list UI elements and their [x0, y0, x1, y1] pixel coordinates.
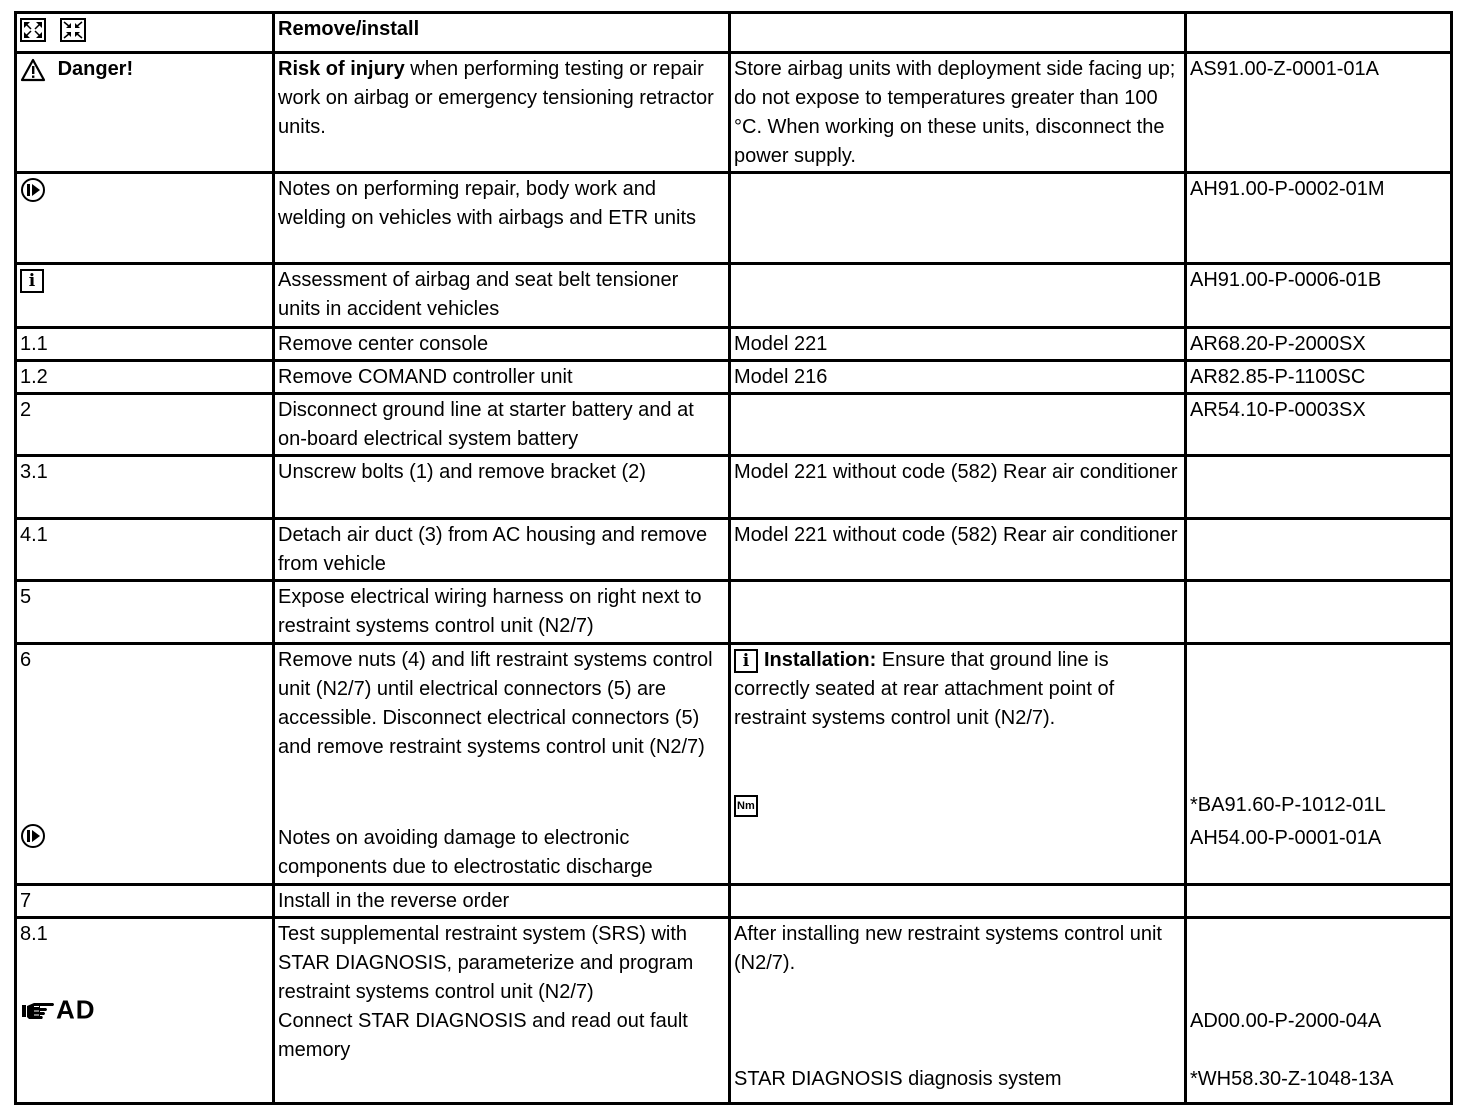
warning-icon	[20, 58, 46, 82]
ref-cell	[1186, 456, 1452, 519]
note-cell: Model 221	[730, 328, 1186, 361]
step-number: 5	[16, 581, 274, 644]
step-text: Assessment of airbag and seat belt tensioner units in accident vehicles	[274, 264, 730, 328]
note-subtext: STAR DIAGNOSIS diagnosis system	[734, 1068, 1062, 1090]
table-row	[16, 918, 1452, 1104]
step-text: Unscrew bolts (1) and remove bracket (2)	[274, 456, 730, 519]
info-icon: i	[20, 269, 44, 293]
danger-cell	[16, 53, 274, 173]
note-cell	[730, 885, 1186, 918]
table-row	[16, 173, 1452, 264]
step-number-cell	[16, 644, 274, 885]
step-number: 1.1	[16, 328, 274, 361]
note-cell	[730, 264, 1186, 328]
step-icon-cell	[16, 173, 274, 264]
table-row	[16, 264, 1452, 328]
info-icon: i	[734, 649, 758, 673]
ad-label: AD	[56, 994, 96, 1025]
step-number: 7	[16, 885, 274, 918]
step-text: Remove COMAND controller unit	[274, 361, 730, 394]
collapse-icon[interactable]	[60, 18, 86, 42]
note-cell	[730, 918, 1186, 1104]
table-row	[16, 644, 1452, 885]
ref-link[interactable]: AH91.00-P-0002-01M	[1186, 173, 1452, 264]
step-text: Test supplemental restraint system (SRS) with STAR DIAGNOSIS, parameterize and program restraint systems control unit (N2/7)	[278, 923, 694, 1003]
table-row	[16, 456, 1452, 519]
step-text-cell	[274, 53, 730, 173]
step-text: Disconnect ground line at starter battery and at on-board electrical system battery	[274, 394, 730, 456]
step-subtext: Connect STAR DIAGNOSIS and read out fault memory	[278, 1010, 688, 1061]
header-icons-cell	[16, 13, 274, 53]
step-text: Expose electrical wiring harness on right next to restraint systems control unit (N2/7)	[274, 581, 730, 644]
danger-label: Danger!	[57, 58, 134, 80]
table-row	[16, 519, 1452, 581]
header-empty-cell	[730, 13, 1186, 53]
ad-indicator	[20, 992, 269, 1027]
step-number: 3.1	[16, 456, 274, 519]
step-text: Remove center console	[274, 328, 730, 361]
step-text: Detach air duct (3) from AC housing and remove from vehicle	[274, 519, 730, 581]
step-number-cell	[16, 918, 274, 1104]
ref-link[interactable]: *WH58.30-Z-1048-13A	[1190, 1068, 1394, 1090]
ref-cell	[1186, 918, 1452, 1104]
ref-link[interactable]: AH91.00-P-0006-01B	[1186, 264, 1452, 328]
note-cell	[730, 581, 1186, 644]
expand-icon[interactable]	[20, 18, 46, 42]
step-text-cell	[274, 644, 730, 885]
step-text: Notes on performing repair, body work and welding on vehicles with airbags and ETR units	[274, 173, 730, 264]
pointing-hand-icon	[20, 999, 56, 1021]
ref-link[interactable]: AS91.00-Z-0001-01A	[1186, 53, 1452, 173]
installation-text: Ensure that ground line is correctly seated at rear attachment point of restraint systems control unit (N2/7).	[734, 649, 1115, 729]
note-cell	[730, 644, 1186, 885]
table-row	[16, 328, 1452, 361]
ref-cell	[1186, 885, 1452, 918]
torque-nm-icon[interactable]: Nm	[734, 795, 758, 817]
step-number: 1.2	[16, 361, 274, 394]
note-cell	[730, 394, 1186, 456]
note-cell: Model 216	[730, 361, 1186, 394]
ref-link[interactable]: AD00.00-P-2000-04A	[1190, 1010, 1382, 1032]
ref-link[interactable]: *BA91.60-P-1012-01L	[1190, 794, 1386, 816]
note-cell	[730, 173, 1186, 264]
table-row	[16, 394, 1452, 456]
ref-link[interactable]: AH54.00-P-0001-01A	[1190, 827, 1382, 849]
ref-cell	[1186, 644, 1452, 885]
step-number: 2	[16, 394, 274, 456]
installation-note	[734, 646, 1181, 791]
notes-arrow-icon	[20, 177, 46, 203]
procedure-table	[14, 11, 1453, 1105]
table-row	[16, 581, 1452, 644]
header-title: Remove/install	[274, 13, 730, 53]
table-header-row	[16, 13, 1452, 53]
header-empty-cell	[1186, 13, 1452, 53]
ref-link[interactable]: AR68.20-P-2000SX	[1186, 328, 1452, 361]
note-text: After installing new restraint systems control unit (N2/7).	[734, 923, 1162, 974]
notes-arrow-icon	[20, 823, 46, 849]
step-number: 4.1	[16, 519, 274, 581]
installation-label: Installation:	[764, 649, 877, 671]
risk-label: Risk of injury	[278, 58, 405, 80]
ref-cell	[1186, 581, 1452, 644]
step-subtext: Notes on avoiding damage to electronic components due to electrostatic discharge	[278, 827, 653, 878]
note-cell: Model 221 without code (582) Rear air conditioner	[730, 519, 1186, 581]
step-text: Install in the reverse order	[274, 885, 730, 918]
table-row	[16, 361, 1452, 394]
step-text: Remove nuts (4) and lift restraint systems control unit (N2/7) until electrical connectors (5) are accessible. Disconnect electrical connectors (5) and remove restraint systems control unit (N2/7)	[278, 649, 713, 758]
step-number: 8.1	[20, 923, 48, 945]
note-cell: Store airbag units with deployment side facing up; do not expose to temperatures greater than 100 °C. When working on these units, disconnect the power supply.	[730, 53, 1186, 173]
note-cell: Model 221 without code (582) Rear air conditioner	[730, 456, 1186, 519]
ref-cell	[1186, 519, 1452, 581]
table-row	[16, 885, 1452, 918]
step-number: 6	[20, 649, 32, 671]
step-text: when performing testing or repair work on airbag or emergency tensioning retractor units.	[278, 58, 714, 138]
ref-link[interactable]: AR82.85-P-1100SC	[1186, 361, 1452, 394]
table-row	[16, 53, 1452, 173]
ref-link[interactable]: AR54.10-P-0003SX	[1186, 394, 1452, 456]
step-text-cell	[274, 918, 730, 1104]
step-icon-cell	[16, 264, 274, 328]
